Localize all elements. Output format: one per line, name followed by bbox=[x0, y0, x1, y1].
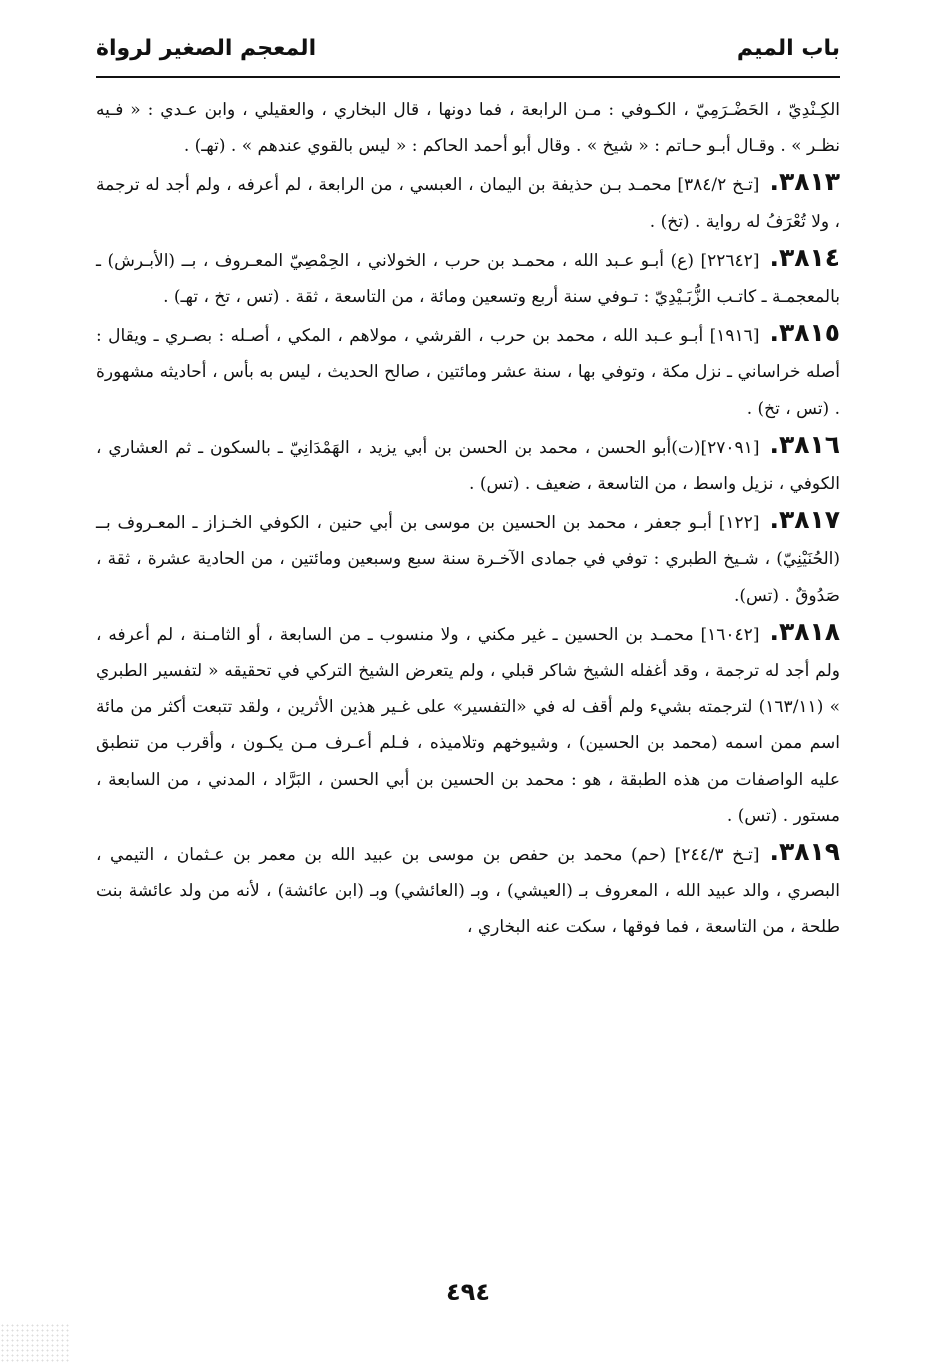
book-title: المعجم الصغير لرواة bbox=[96, 35, 317, 61]
entry-number: ٣٨١٤. bbox=[769, 242, 840, 272]
entry bbox=[96, 502, 840, 614]
entry-number: ٣٨١٦. bbox=[769, 429, 840, 459]
entry-text: [١٢٢] أبـو جعفر ، محمد بن الحسين بن موسى بن أبي حنين ، الكوفي الخـزاز ـ المعـروف بــ (الحُنَيْنِيّ) ، شـيخ الطبري : توفي في جمادى الآخـرة سنة سبع وسبعين ومائتين ، من الحادية عشرة ، ثقة ، صَدُوقٌ . (تس). bbox=[96, 513, 840, 606]
running-header bbox=[96, 28, 840, 68]
entry-number: ٣٨١٥. bbox=[769, 318, 840, 348]
entry bbox=[96, 164, 840, 239]
entry-number: ٣٨١٩. bbox=[769, 837, 840, 867]
entry-number: ٣٨١٧. bbox=[769, 505, 840, 535]
entry-number: ٣٨١٣. bbox=[769, 167, 840, 197]
entry bbox=[96, 240, 840, 315]
entry-text: [٢٧٠٩١](ت)أبو الحسن ، محمد بن الحسن بن أبي يزيد ، الهَمْدَانِيّ ـ بالسكون ـ ثم العشاري ، الكوفي ، نزيل واسط ، من التاسعة ، ضعيف . (تس) . bbox=[96, 437, 840, 495]
chapter-title: باب الميم bbox=[736, 35, 840, 61]
entry-text: [٢٢٦٤٢] (ع) أبـو عـبد الله ، محمـد بن حرب ، الخولاني ، الحِمْصِيّ المعـروف ، بــ (الأبـرش) ـ بالمعجمـة ـ كاتـب الزُّبَـيْدِيّ : تـوفي سنة أربع وتسعين ومائة ، من التاسعة ، ثقة . (تس ، تخ ، تهـ) . bbox=[96, 250, 840, 308]
entry bbox=[96, 427, 840, 502]
entry bbox=[96, 834, 840, 946]
entry-text: [١٦٠٤٢] محمـد بن الحسين ـ غير مكني ، ولا منسوب ـ من السابعة ، أو الثامـنة ، لم أعرفه ، ولم أجد له ترجمة ، وقد أغفله الشيخ شاكر قبلي ، ولم يتعرض الشيخ التركي في تحقيقه « لتفسير الطبري » (١٦٣/١١) لترجمته بشيء ولم أقف له في «التفسير» على غـير هذين الأثرين ، ولقد تتبعت أكثر من مائة اسم ممن اسمه (محمد بن الحسين) ، وشيوخهم وتلاميذه ، فـلم أعـرف مـن يكـون ، وأقرب من تنطبق عليه الواصفات من هذه الطبقة ، هو : محمد بن الحسين بن أبي الحسن ، البَرَّاد ، المدني ، من السابعة ، مستور . (تس) . bbox=[96, 624, 840, 826]
entry bbox=[96, 315, 840, 427]
entry-number: ٣٨١٨. bbox=[769, 616, 840, 646]
header-rule bbox=[96, 76, 840, 78]
entry-text: [تـخ ٣٨٤/٢] محمـد بـن حذيفة بن اليمان ، العبسي ، من الرابعة ، لم أعرفه ، ولم أجد له ترجمة ، ولا تُعْرَفُ له رواية . (تخ) . bbox=[96, 175, 840, 232]
entry-text: [١٩١٦] أبـو عـبد الله ، محمد بن حرب ، القرشي ، مولاهم ، المكي ، أصـله : بصـري ـ ويقال : أصله خراساني ـ نزل مكة ، وتوفي بها ، سنة عشر ومائتين ، صالح الحديث ، ليس به بأس ، أحاديثه مشهورة . (تس ، تخ) . bbox=[96, 326, 840, 419]
page-number: ٤٩٤ bbox=[446, 1278, 490, 1306]
continued-entry-text: الكِـنْدِيّ ، الحَضْـرَمِيّ ، الكـوفي : مـن الرابعة ، فما دونها ، قال البخاري ، والعقيلي ، وابن عـدي : « فـيه نظـر » . وقـال أبـو حـاتم : « شيخ » . وقال أبو أحمد الحاكم : « ليس بالقوي عندهم » . (تهـ) . bbox=[96, 100, 840, 157]
scan-noise bbox=[0, 1323, 70, 1363]
page-body bbox=[96, 92, 840, 946]
entry bbox=[96, 614, 840, 834]
entry-text: [تـخ ٢٤٤/٣] (حم) محمد بن حفص بن موسى بن عبيد الله بن معمر بن عـثمان ، التيمي ، البصري ، والد عبيد الله ، المعروف بـ (العيشي) ، وبـ (العائشي) وبـ (ابن عائشة) ، لأنه من ولد عائشة بنت طلحة ، من التاسعة ، فما فوقها ، سكت عنه البخاري ، bbox=[96, 845, 840, 938]
